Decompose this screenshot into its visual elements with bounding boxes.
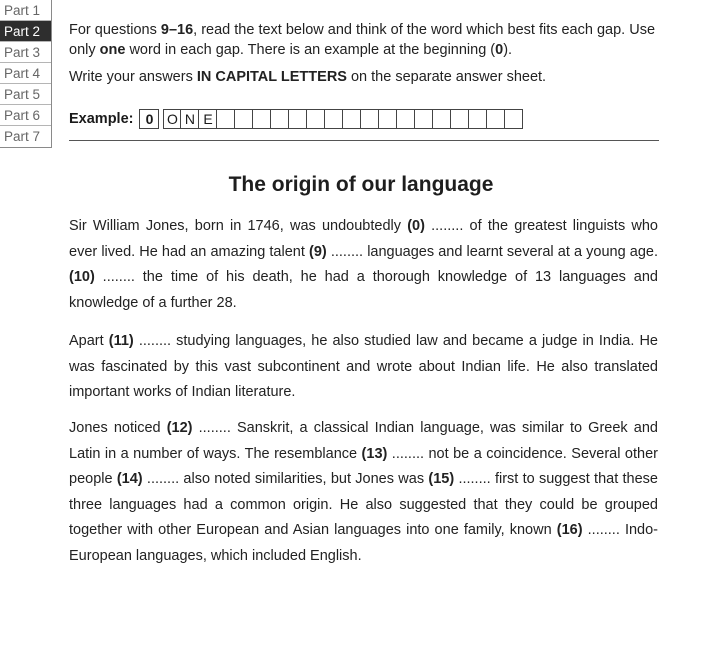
passage-text: ........ Sanskrit, a classical Indian language, was similar to Greek and Latin in a number of ways. The resemblance (69, 420, 658, 462)
gap-number: (11) (108, 333, 134, 349)
sidebar-item-part-1[interactable]: Part 1 (0, 0, 51, 21)
example-letter-box (433, 109, 451, 129)
example-letter-box (469, 109, 487, 129)
example-letter-box (379, 109, 397, 129)
passage-paragraph-2 (69, 329, 658, 406)
capital-letters-emphasis: IN CAPITAL LETTERS (196, 69, 347, 85)
example-letter-box (325, 109, 343, 129)
divider (69, 140, 659, 141)
example-letter-box: O (163, 109, 181, 129)
example-letter-box (361, 109, 379, 129)
gap-number: (15) (428, 471, 455, 488)
emphasis-one: one (99, 42, 126, 58)
gap-number: (13) (361, 445, 388, 462)
example-letter-box (289, 109, 307, 129)
example-letter-box (487, 109, 505, 129)
gap-number: (12) (166, 420, 193, 436)
answer-sheet-instructions (69, 67, 669, 87)
instructions-segment: on the separate answer sheet. (346, 69, 547, 85)
example-letter-box (343, 109, 361, 129)
instructions-text (69, 20, 669, 60)
sidebar-item-part-3[interactable]: Part 3 (0, 42, 51, 63)
gap-number: (0) (407, 218, 425, 234)
example-answer (69, 108, 523, 130)
example-label: Example: (69, 111, 134, 127)
passage-text: Apart (69, 333, 109, 349)
passage-text: ........ also noted similarities, but Jones was (142, 471, 429, 488)
instructions-segment: ). (503, 42, 513, 58)
passage-text: ........ the time of his death, he had a thorough knowledge of 13 languages and knowledge of a further 28. (69, 269, 658, 311)
example-letter-box (397, 109, 415, 129)
passage-text: ........ studying languages, he also studied law and became a judge in India. He was fascinated by this vast subcontinent and wrote about Indian life. He also translated important works of Indian literature. (69, 333, 658, 401)
example-letter-box (271, 109, 289, 129)
gap-number: (9) (309, 243, 327, 260)
example-letter-box (217, 109, 235, 129)
example-number-box: 0 (139, 109, 159, 129)
sidebar-item-part-2[interactable]: Part 2 (0, 21, 51, 42)
passage-title: The origin of our language (228, 173, 494, 196)
instructions-segment: word in each gap. There is an example at the beginning ( (125, 42, 496, 58)
sidebar-item-part-7[interactable]: Part 7 (4, 129, 41, 144)
example-letter-box (505, 109, 523, 129)
sidebar-item-part-5[interactable]: Part 5 (0, 84, 51, 105)
instructions-segment: , read the text below and think of the word which best fits each gap. Use only (69, 22, 656, 58)
passage-text: ........ Indo-European languages, which included English. (69, 522, 658, 564)
passage-text: Jones noticed (69, 420, 167, 436)
part-navigation (0, 0, 52, 148)
example-letter-boxes (163, 109, 523, 129)
passage-text: ........ first to suggest that these three languages had a common origin. He also suggested that they could be grouped together with other European and Asian languages into one family, known (69, 471, 658, 539)
sidebar-item-part-4[interactable]: Part 4 (0, 63, 51, 84)
gap-number: (16) (556, 522, 583, 539)
gap-number: (14) (116, 471, 143, 488)
passage-text: Sir William Jones, born in 1746, was undoubtedly (69, 218, 408, 234)
passage-text: ........ not be a coincidence. Several other people (69, 445, 658, 488)
instructions-segment: Write your answers (69, 69, 197, 85)
example-letter-box (307, 109, 325, 129)
example-letter-box (451, 109, 469, 129)
passage-text: ........ languages and learnt several at a young age. (326, 243, 658, 260)
example-letter-box: E (199, 109, 217, 129)
example-number-ref: 0 (495, 42, 504, 58)
passage-paragraph-1 (69, 214, 658, 316)
gap-number: (10) (69, 269, 95, 286)
sidebar-item-part-6[interactable]: Part 6 (0, 105, 51, 126)
example-letter-box (253, 109, 271, 129)
instructions-segment: For questions (69, 22, 161, 38)
example-letter-box (415, 109, 433, 129)
passage-text: ........ of the greatest linguists who ever lived. He had an amazing talent (69, 218, 659, 260)
example-letter-box (235, 109, 253, 129)
question-range: 9–16 (160, 22, 194, 38)
example-letter-box: N (181, 109, 199, 129)
passage-paragraph-3 (69, 416, 658, 570)
